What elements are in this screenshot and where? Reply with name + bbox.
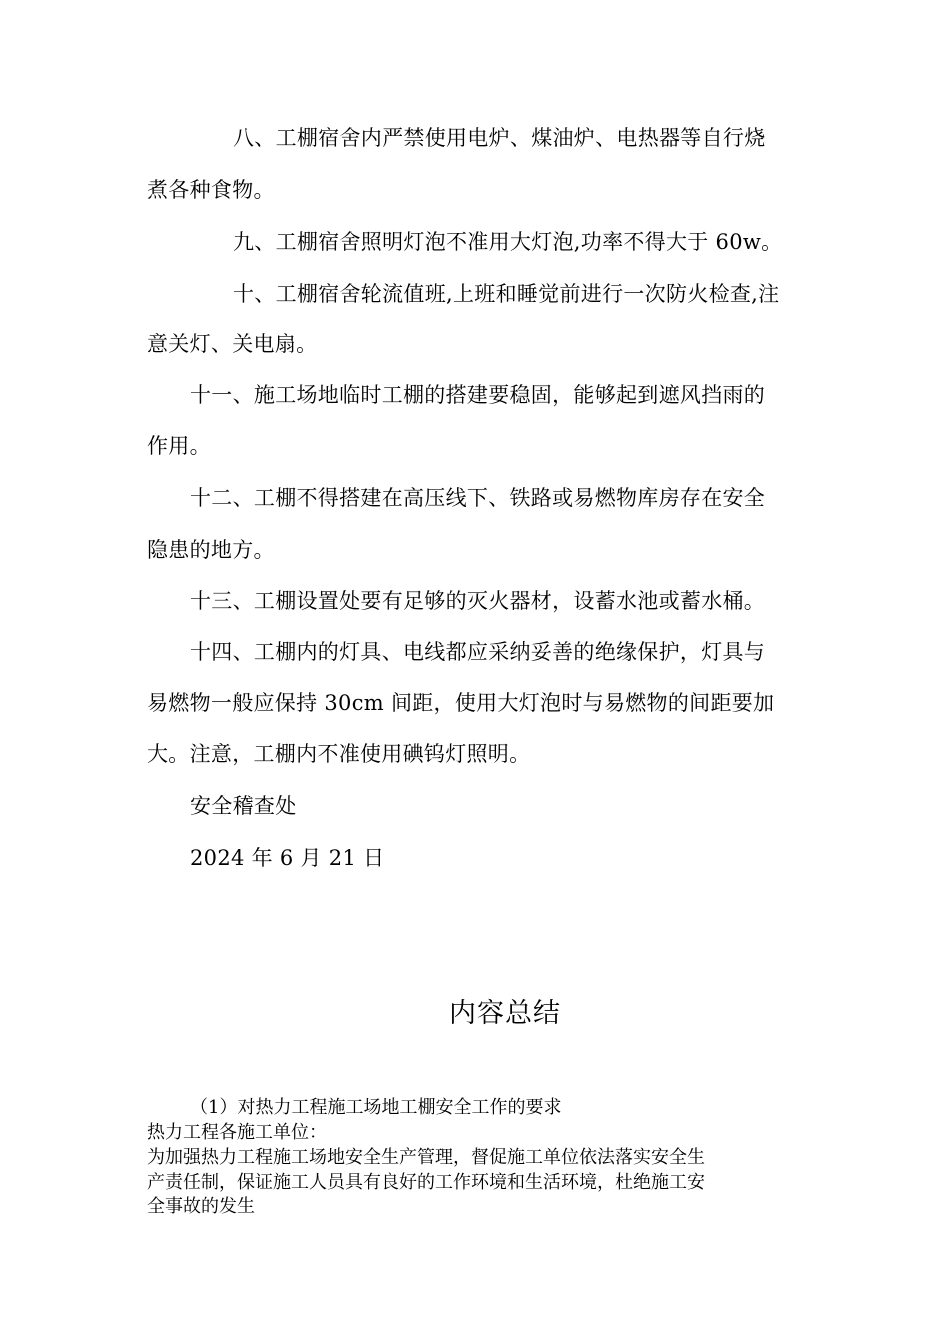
- summary-line-1: （1）对热力工程施工场地工棚安全工作的要求: [190, 1097, 562, 1118]
- summary-line-5: 全事故的发生: [147, 1196, 255, 1217]
- paragraph-14-line-3: 大。注意，工棚内不准使用碘钨灯照明。: [147, 742, 531, 766]
- paragraph-11-line-1: 十一、施工场地临时工棚的搭建要稳固，能够起到遮风挡雨的: [190, 383, 766, 407]
- paragraph-8-line-2: 煮各种食物。: [147, 178, 275, 202]
- paragraph-14-line-1: 十四、工棚内的灯具、电线都应采纳妥善的绝缘保护，灯具与: [190, 640, 766, 664]
- paragraph-9-line-1: 九、工棚宿舍照明灯泡不准用大灯泡,功率不得大于 60w。: [233, 230, 783, 254]
- summary-line-3: 为加强热力工程施工场地安全生产管理，督促施工单位依法落实安全生: [147, 1147, 705, 1168]
- paragraph-8-line-1: 八、工棚宿舍内严禁使用电炉、煤油炉、电热器等自行烧: [233, 126, 766, 150]
- paragraph-14-line-2: 易燃物一般应保持 30cm 间距，使用大灯泡时与易燃物的间距要加: [147, 691, 775, 715]
- paragraph-12-line-1: 十二、工棚不得搭建在高压线下、铁路或易燃物库房存在安全: [190, 486, 766, 510]
- summary-line-2: 热力工程各施工单位：: [147, 1122, 327, 1143]
- paragraph-11-line-2: 作用。: [147, 434, 211, 458]
- paragraph-10-line-1: 十、工棚宿舍轮流值班,上班和睡觉前进行一次防火检查,注: [233, 282, 780, 306]
- summary-line-4: 产责任制，保证施工人员具有良好的工作环境和生活环境，杜绝施工安: [147, 1172, 705, 1193]
- summary-title: 内容总结: [449, 998, 561, 1029]
- paragraph-10-line-2: 意关灯、关电扇。: [147, 332, 318, 356]
- signature-office: 安全稽查处: [190, 794, 297, 818]
- paragraph-13-line-1: 十三、工棚设置处要有足够的灭火器材，设蓄水池或蓄水桶。: [190, 589, 766, 613]
- signature-date: 2024 年 6 月 21 日: [190, 846, 385, 870]
- paragraph-12-line-2: 隐患的地方。: [147, 538, 275, 562]
